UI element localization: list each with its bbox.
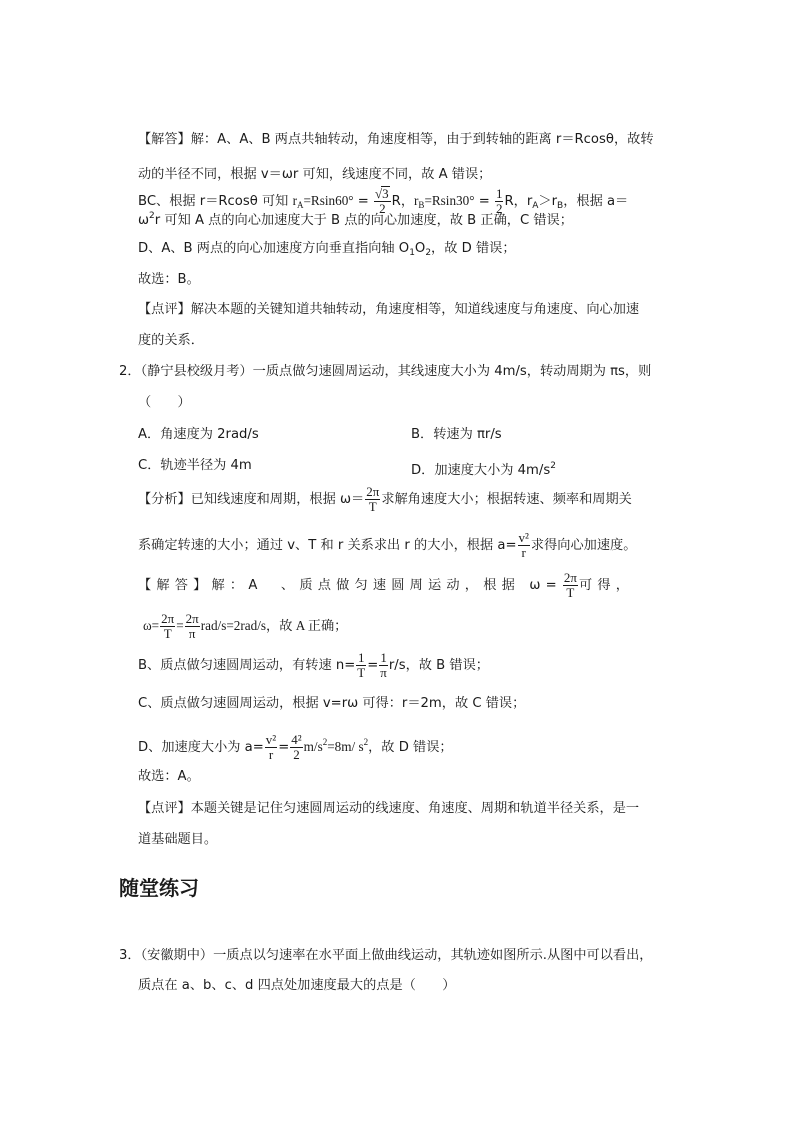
fraction-numerator: 1: [380, 649, 387, 665]
subscript: B: [418, 200, 425, 210]
fraction-numerator: √3: [375, 186, 389, 201]
fraction-numerator: 1: [495, 185, 503, 201]
text-fragment: rad/s=2rad/s，故 A 正确；: [200, 618, 348, 633]
text-fragment: ＞r: [538, 194, 558, 209]
subscript: A: [296, 200, 304, 210]
fraction-v2-over-r: [265, 733, 277, 762]
text-fragment: ，故 D 错误；: [368, 740, 453, 755]
q1-answer-line-1: 【解答】解：A、A、B 两点共轴转动，角速度相等，由于到转轴的距离 r＝Rcosθ，故转: [138, 132, 654, 147]
text-fragment: D．加速度大小为 4m/s: [411, 463, 551, 478]
fraction-denominator: 2: [495, 200, 503, 216]
q2-analysis-line-1: [138, 480, 632, 520]
q2-analysis-line-2: [138, 526, 636, 566]
equals: =: [278, 740, 290, 755]
fraction-denominator: T: [368, 498, 377, 514]
text-fragment: ，根据 a＝: [563, 194, 629, 209]
fraction-v2-over-r: [518, 531, 530, 560]
text-fragment: 【解答】解：A 、质点做匀速圆周运动，根据 ω=: [138, 578, 562, 593]
fraction-2pi-over-T: [563, 571, 578, 600]
fraction-numerator: 4²: [291, 731, 302, 747]
fraction-denominator: T: [163, 625, 172, 641]
q1-answer-line-6: 故选：B。: [138, 272, 200, 287]
expr-rsin60: =Rsin60°: [303, 193, 354, 208]
fraction-numerator: 2π: [161, 610, 175, 626]
q2-option-b: B．转速为 πr/s: [411, 427, 502, 442]
text-fragment: 可得，: [578, 578, 635, 593]
text-fragment: D、加速度大小为 a=: [138, 740, 264, 755]
fraction-numerator: 2π: [563, 569, 577, 585]
fraction-denominator: 2: [379, 201, 386, 216]
fraction-2pi-over-T: [160, 612, 175, 641]
omega: ω: [138, 213, 150, 228]
fraction-denominator: r: [521, 544, 526, 560]
fraction-numerator: 1: [358, 649, 365, 665]
fraction-denominator: r: [268, 746, 274, 762]
text-fragment: B、质点做匀速圆周运动，有转速 n=: [138, 658, 356, 673]
text-fragment: ，故 D 错误；: [431, 241, 516, 256]
fraction-numerator: 2π: [185, 610, 199, 626]
superscript: 2: [322, 737, 328, 747]
q2-stem-line-1: 2．（静宁县校级月考）一质点做匀速圆周运动，其线速度大小为 4m/s，转动周期为 πs，则: [119, 364, 652, 379]
superscript: 2: [149, 211, 155, 221]
fraction-2pi-over-pi: [185, 612, 200, 641]
equals: =: [474, 194, 494, 209]
q2-option-a: A．角速度为 2rad/s: [138, 427, 259, 442]
q1-comment-line-2: 度的关系．: [138, 333, 204, 348]
q2-answer-line-6: 故选：A。: [138, 769, 200, 784]
var-rA: r: [292, 193, 297, 208]
q1-comment-line-1: 【点评】解决本题的关键知道共轴转动，角速度相等，知道线速度与角速度、向心加速: [138, 302, 640, 317]
q1-answer-line-4: [138, 206, 573, 231]
q2-option-c: C．轨迹半径为 4m: [138, 458, 252, 473]
text-fragment: O: [414, 241, 426, 256]
expr-rsin30: =Rsin30°: [424, 193, 475, 208]
q2-option-d: [411, 456, 556, 481]
q1-answer-line-5: [138, 239, 516, 263]
text-fragment: ω=: [143, 618, 160, 633]
q2-answer-line-2: [143, 606, 347, 646]
text-fragment: 求得向心加速度。: [530, 538, 637, 553]
equals: =: [176, 618, 184, 633]
fraction-denominator: T: [566, 584, 575, 600]
text-fragment: m/s: [303, 739, 323, 754]
fraction-numerator: 2π: [366, 483, 380, 499]
fraction-denominator: T: [357, 664, 366, 680]
equals: =: [367, 658, 379, 673]
var-rB: r: [414, 193, 419, 208]
superscript: 2: [363, 737, 369, 747]
text-fragment: 求解角速度大小；根据转速、频率和周期关: [381, 492, 632, 507]
text-fragment: R，r: [504, 194, 533, 209]
subscript: 2: [425, 248, 432, 258]
q2-answer-line-3: [138, 646, 489, 686]
superscript: 2: [550, 461, 556, 471]
subscript: B: [557, 201, 564, 211]
fraction-denominator: 2: [293, 746, 300, 762]
fraction-4sq-over-2: [290, 733, 302, 762]
subscript: A: [532, 201, 539, 211]
text-fragment: =8m/ s: [327, 739, 364, 754]
text-fragment: D、A、B 两点的向心加速度方向垂直指向轴 O: [138, 241, 410, 256]
q2-answer-line-1: [138, 566, 634, 606]
subscript: 1: [409, 248, 415, 258]
text-fragment: 系确定转速的大小；通过 v、T 和 r 关系求出 r 的大小，根据 a=: [138, 538, 517, 553]
q2-answer-line-5: [138, 722, 453, 762]
q3-stem-line-1: 3．（安徽期中）一质点以匀速率在水平面上做曲线运动，其轨迹如图所示.从图中可以看出，: [119, 948, 653, 963]
q3-stem-line-2: 质点在 a、b、c、d 四点处加速度最大的点是（ ）: [138, 978, 456, 993]
q2-answer-line-4: C、质点做匀速圆周运动，根据 v=rω 可得：r＝2m，故 C 错误；: [138, 696, 526, 711]
section-heading: 随堂练习: [119, 876, 199, 900]
text-fragment: BC、根据 r＝Rcosθ 可知: [138, 194, 293, 209]
fraction-2pi-over-T: [365, 485, 380, 514]
fraction-denominator: π: [380, 664, 387, 680]
q2-comment-line-1: 【点评】本题关键是记住匀速圆周运动的线速度、角速度、周期和轨道半径关系，是一: [138, 801, 640, 816]
text-fragment: 【分析】已知线速度和周期，根据 ω＝: [138, 492, 365, 507]
q2-stem-line-2: （ ）: [138, 395, 191, 410]
fraction-numerator: v²: [265, 731, 277, 747]
text-fragment: r/s，故 B 错误；: [388, 658, 489, 673]
fraction-denominator: π: [188, 625, 196, 641]
equals: =: [353, 194, 374, 209]
text-fragment: R，: [391, 194, 415, 209]
sqrt-radicand: 3: [382, 186, 389, 201]
fraction-1-over-pi: [379, 651, 388, 680]
fraction-numerator: v²: [518, 529, 529, 545]
fraction-1-over-T: [356, 651, 366, 680]
q2-comment-line-2: 道基础题目。: [138, 832, 218, 847]
text-fragment: r 可知 A 点的向心加速度大于 B 点的向心加速度，故 B 正确，C 错误；: [154, 213, 573, 228]
q1-answer-line-2: 动的半径不同，根据 v＝ωr 可知，线速度不同，故 A 错误；: [138, 167, 492, 182]
